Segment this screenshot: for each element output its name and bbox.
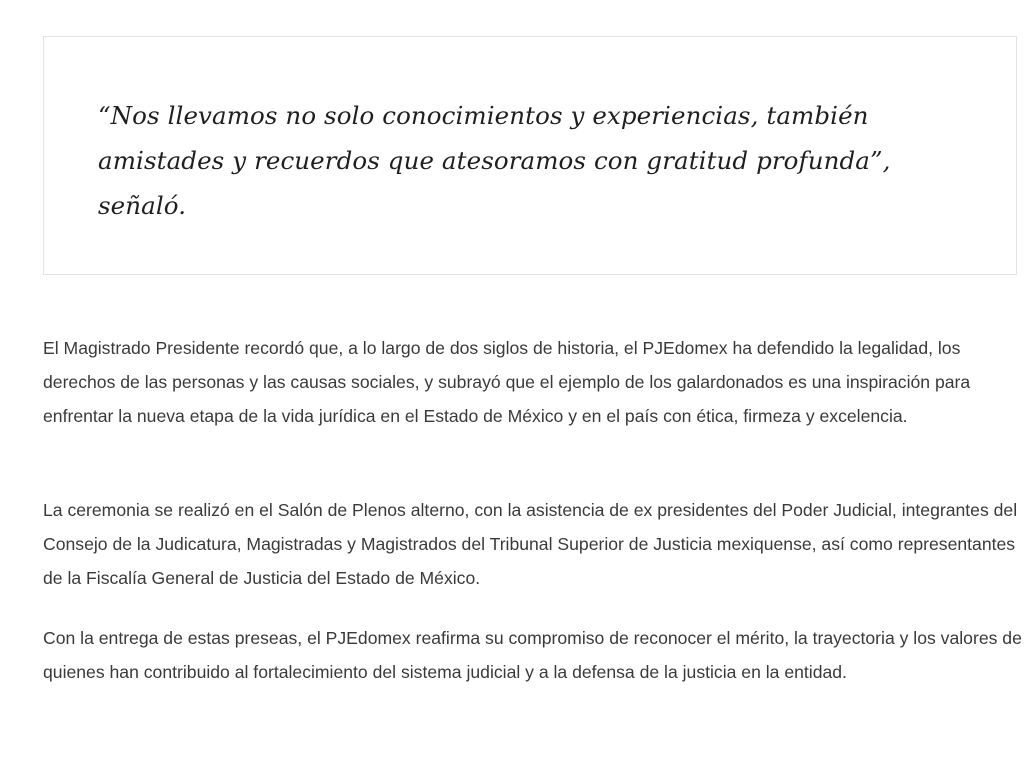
article-paragraph-3: Con la entrega de estas preseas, el PJEdomex reafirma su compromiso de reconocer el mérito, la trayectoria y los valores de quienes han contribuido al fortalecimiento del sistema judicial y a la defensa de la justicia en la entidad. — [43, 628, 1022, 682]
blockquote — [43, 36, 1017, 275]
article-paragraph-2: La ceremonia se realizó en el Salón de Plenos alterno, con la asistencia de ex presidentes del Poder Judicial, integrantes del Consejo de la Judicatura, Magistradas y Magistrados del Tribunal Superior de Justicia mexiquense, así como representantes de la Fiscalía General de Justicia del Estado de México. — [43, 500, 1018, 588]
article-paragraph-1: El Magistrado Presidente recordó que, a lo largo de dos siglos de historia, el PJEdomex ha defendido la legalidad, los derechos de las personas y las causas sociales, y subrayó que el ejemplo de los galardonados es una inspiración para enfrentar la nueva etapa de la vida jurídica en el Estado de México y en el país con ética, firmeza y excelencia. — [43, 338, 971, 426]
quote-text: “Nos llevamos no solo conocimientos y experiencias, también amistades y recuerdos que atesoramos con gratitud profunda”, señaló. — [98, 101, 891, 220]
